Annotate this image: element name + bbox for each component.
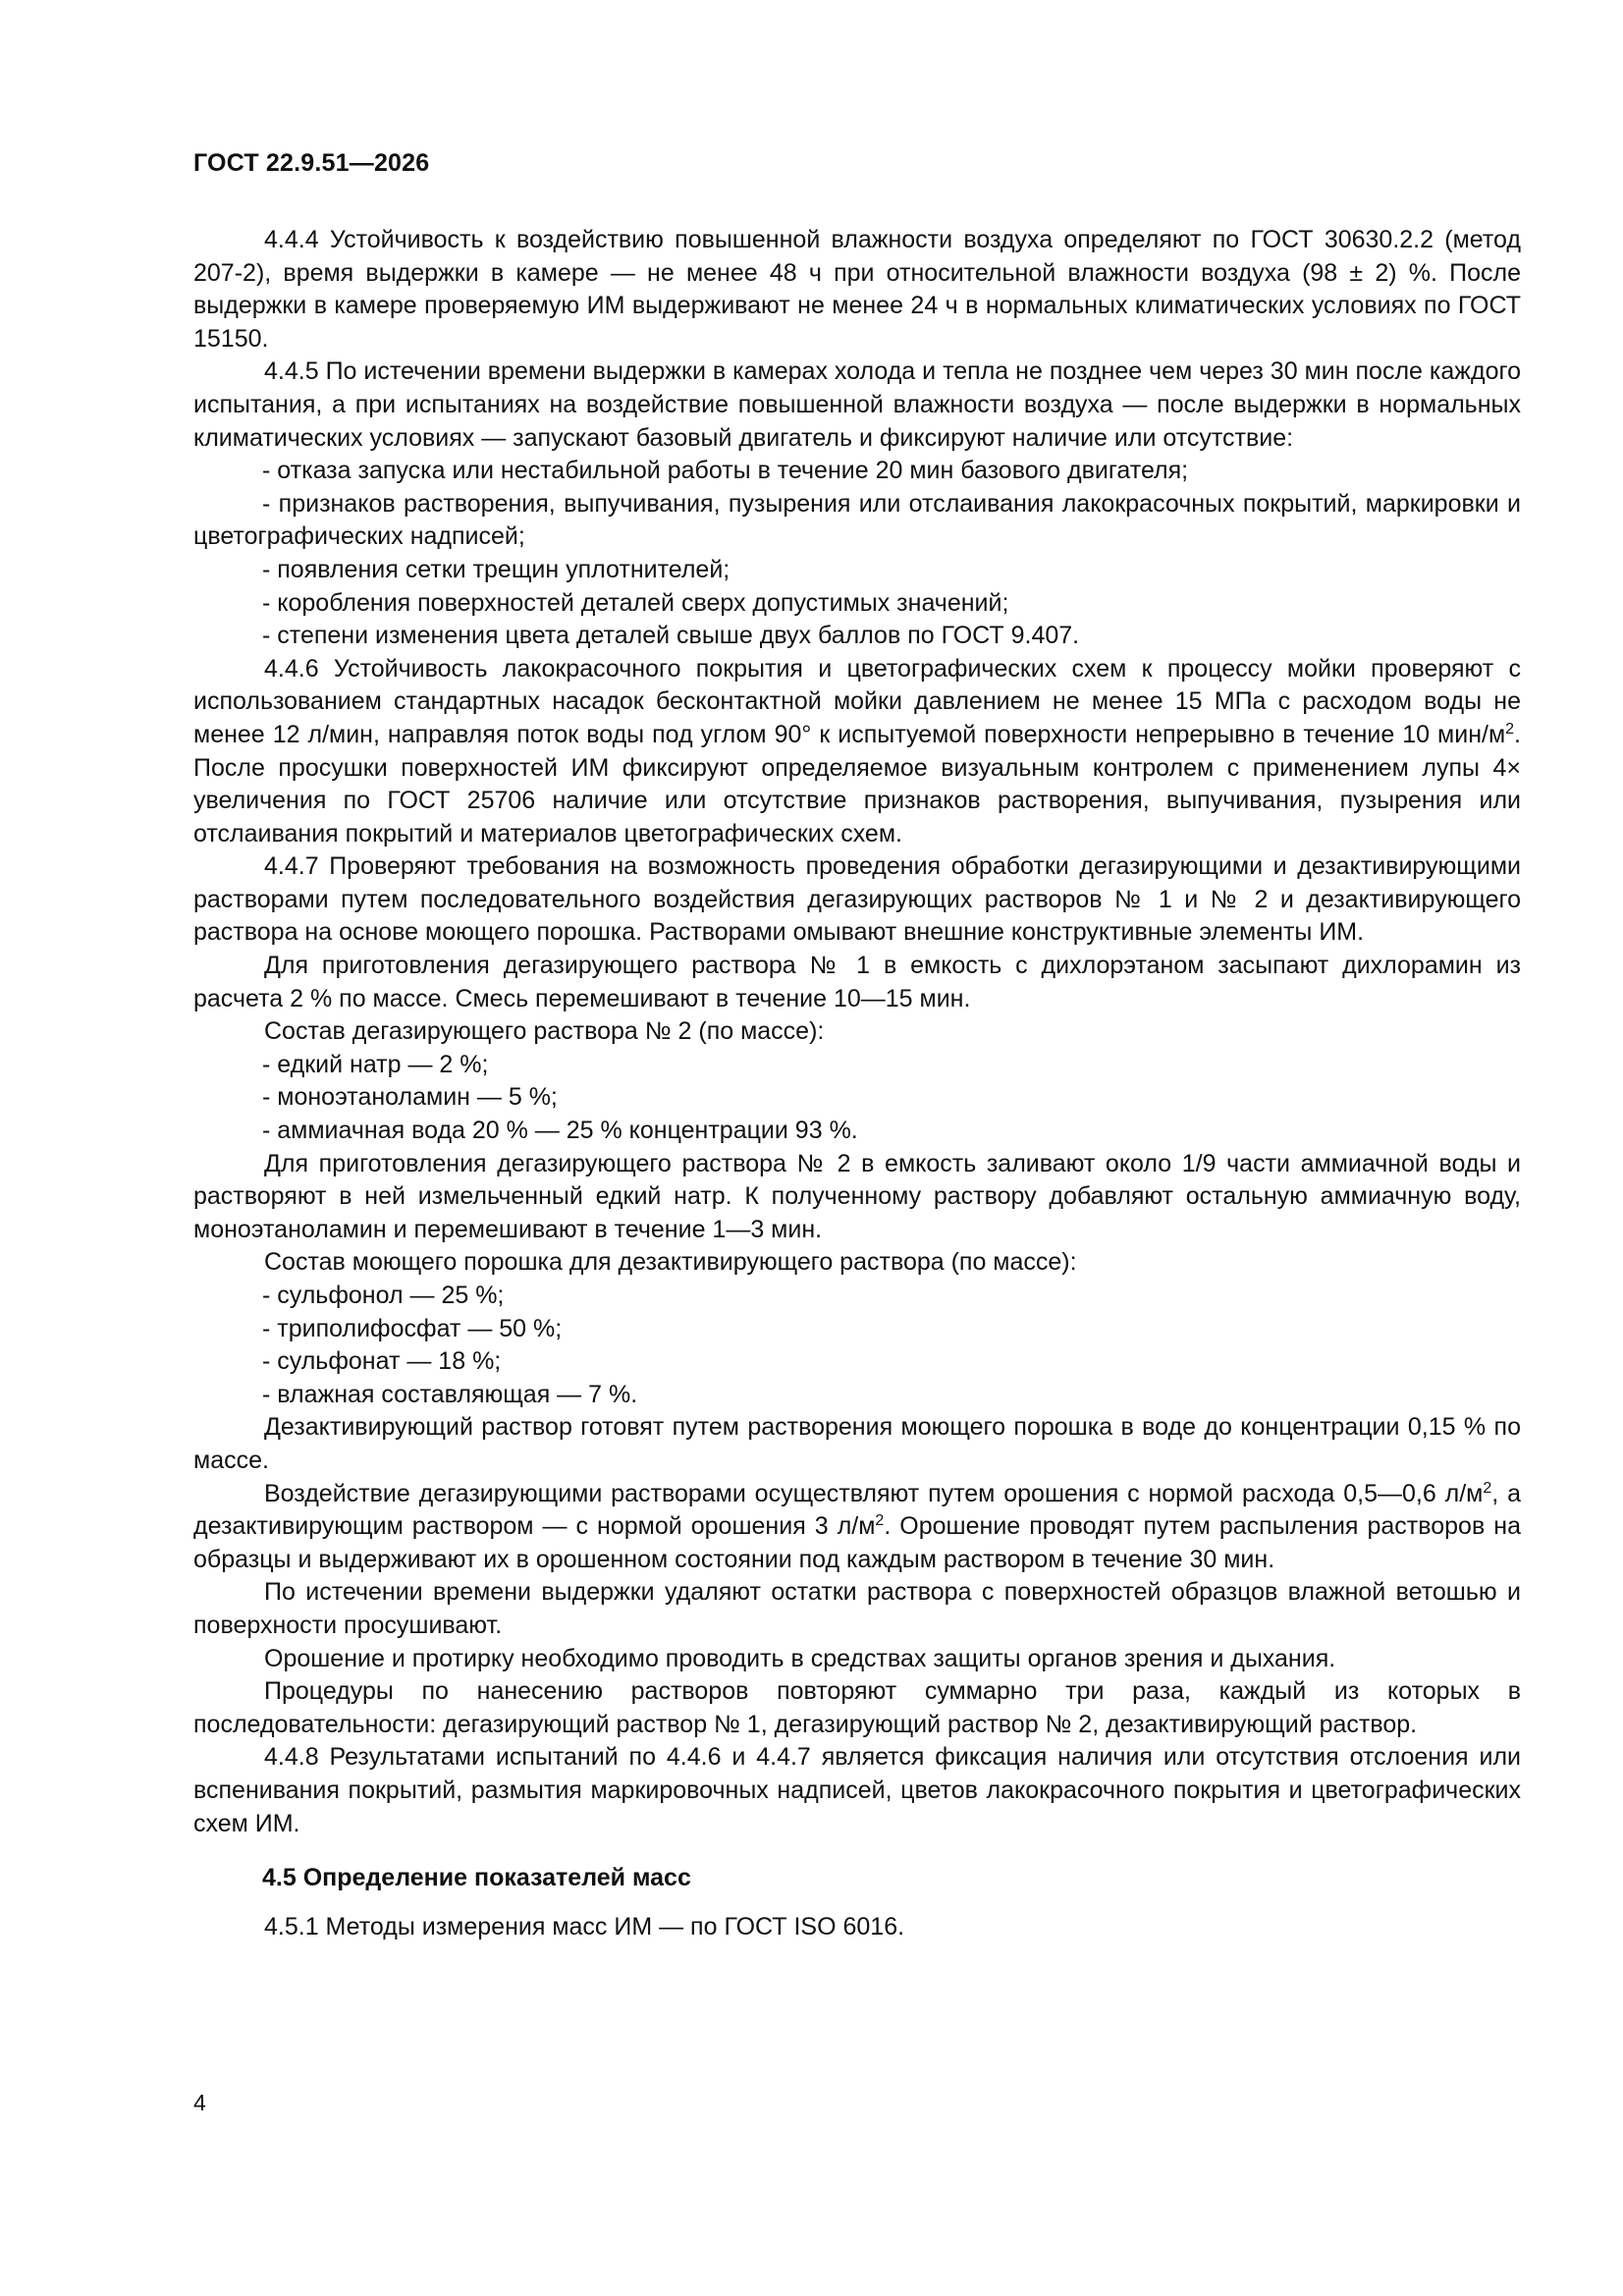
clause-4-4-6-text-b: . После просушки поверхностей ИМ фиксируют определяемое визуальным контролем с применением лупы 4× увеличения по ГОСТ 25706 наличие или отсутствие признаков растворения, выпучивания, пузырения или отслаивания покрытий и материалов цветографических схем. bbox=[193, 720, 1521, 847]
paragraph: Для приготовления дегазирующего раствора № 2 в емкость заливают около 1/9 части аммиачной воды и растворяют в ней измельченный едкий натр. К полученному раствору добавляют остальную аммиачную воду, моноэтаноламин и перемешивают в течение 1—3 мин. bbox=[193, 1149, 1521, 1243]
paragraph: Дезактивирующий раствор готовят путем растворения моющего порошка в воде до концентрации 0,15 % по массе. bbox=[193, 1413, 1521, 1474]
paragraph: Процедуры по нанесению растворов повторяют суммарно три раза, каждый из которых в последовательности: дегазирующий раствор № 1, дегазирующий раствор № 2, дезактивирующий раствор. bbox=[193, 1677, 1521, 1738]
clause-4-4-6-text-a: 4.4.6 Устойчивость лакокрасочного покрытия и цветографических схем к процессу мойки проверяют с использованием стандартных насадок бесконтактной мойки давлением не менее 15 МПа с расходом воды не менее 12 л/мин, направляя поток воды под углом 90° к испытуемой поверхности непрерывно в течение 10 мин/м bbox=[193, 654, 1521, 748]
paragraph-text: Воздействие дегазирующими растворами осуществляют путем орошения с нормой расхода 0,5—0,6 л/м bbox=[264, 1479, 1484, 1507]
list-item: - коробления поверхностей деталей сверх допустимых значений; bbox=[262, 588, 1009, 617]
list-item: - влажная составляющая — 7 %. bbox=[262, 1380, 638, 1408]
standard-id-header: ГОСТ 22.9.51—2026 bbox=[193, 149, 430, 177]
list-item: - признаков растворения, выпучивания, пузырения или отслаивания лакокрасочных покрытий, маркировки и цветографических надписей; bbox=[193, 489, 1521, 551]
paragraph: Для приготовления дегазирующего раствора № 1 в емкость с дихлорэтаном засыпают дихлорамин из расчета 2 % по массе. Смесь перемешивают в течение 10—15 мин. bbox=[193, 952, 1521, 1012]
list-item: - сульфонат — 18 %; bbox=[262, 1347, 502, 1376]
clause-4-4-6 bbox=[193, 653, 1521, 851]
list-item: - едкий натр — 2 %; bbox=[262, 1050, 489, 1078]
paragraph-text: . Орошение проводят путем распыления растворов на образцы и выдерживают их в орошенном состоянии под каждым раствором в течение 30 мин. bbox=[193, 1512, 1521, 1573]
paragraph: Орошение и протирку необходимо проводить в средствах защиты органов зрения и дыхания. bbox=[264, 1644, 1336, 1672]
superscript: 2 bbox=[1505, 720, 1515, 738]
clause-4-4-7: 4.4.7 Проверяют требования на возможность проведения обработки дегазирующими и дезактивирующими растворами путем последовательного воздействия дегазирующих растворов № 1 и № 2 и дезактивирующего раствора на основе моющего порошка. Растворами омывают внешние конструктивные элементы ИМ. bbox=[193, 852, 1521, 947]
clause-4-4-8: 4.4.8 Результатами испытаний по 4.4.6 и 4.4.7 является фиксация наличия или отсутствия отслоения или вспенивания покрытий, размытия маркировочных надписей, цветов лакокрасочного покрытия и цветографических схем ИМ. bbox=[193, 1743, 1521, 1837]
list-item: - сульфонол — 25 %; bbox=[262, 1282, 505, 1309]
paragraph: Состав дегазирующего раствора № 2 (по массе): bbox=[264, 1017, 825, 1046]
paragraph: Состав моющего порошка для дезактивирующего раствора (по массе): bbox=[264, 1248, 1077, 1277]
page-number: 4 bbox=[193, 2090, 206, 2115]
list-item: - моноэтаноламин — 5 %; bbox=[262, 1083, 558, 1112]
superscript: 2 bbox=[875, 1512, 885, 1530]
document-body bbox=[193, 224, 1521, 1943]
list-item: - появления сетки трещин уплотнителей; bbox=[262, 555, 730, 583]
list-item: - триполифосфат — 50 %; bbox=[262, 1314, 563, 1342]
superscript: 2 bbox=[1483, 1479, 1492, 1497]
list-item: - степени изменения цвета деталей свыше двух баллов по ГОСТ 9.407. bbox=[262, 622, 1080, 650]
section-heading-4-5: 4.5 Определение показателей масс bbox=[262, 1864, 691, 1892]
list-item: - отказа запуска или нестабильной работы в течение 20 мин базового двигателя; bbox=[262, 457, 1189, 485]
clause-4-4-4: 4.4.4 Устойчивость к воздействию повышенной влажности воздуха определяют по ГОСТ 30630.2.2 (метод 207-2), время выдержки в камере — не менее 48 ч при относительной влажности воздуха (98 ± 2) %. После выдержки в камере проверяемую ИМ выдерживают не менее 24 ч в нормальных климатических условиях по ГОСТ 15150. bbox=[193, 226, 1521, 353]
list-item: - аммиачная вода 20 % — 25 % концентрации 93 %. bbox=[262, 1117, 858, 1145]
paragraph: По истечении времени выдержки удаляют остатки раствора с поверхностей образцов влажной ветошью и поверхности просушивают. bbox=[193, 1578, 1521, 1639]
paragraph bbox=[193, 1478, 1521, 1577]
clause-4-4-5: 4.4.5 По истечении времени выдержки в камерах холода и тепла не позднее чем через 30 мин после каждого испытания, а при испытаниях на воздействие повышенной влажности воздуха — после выдержки в нормальных климатических условиях — запускают базовый двигатель и фиксируют наличие или отсутствие: bbox=[193, 357, 1521, 452]
paragraph-text: , а дезактивирующим раствором — с нормой орошения 3 л/м bbox=[193, 1479, 1521, 1541]
clause-4-5-1: 4.5.1 Методы измерения масс ИМ — по ГОСТ ISO 6016. bbox=[264, 1912, 905, 1941]
